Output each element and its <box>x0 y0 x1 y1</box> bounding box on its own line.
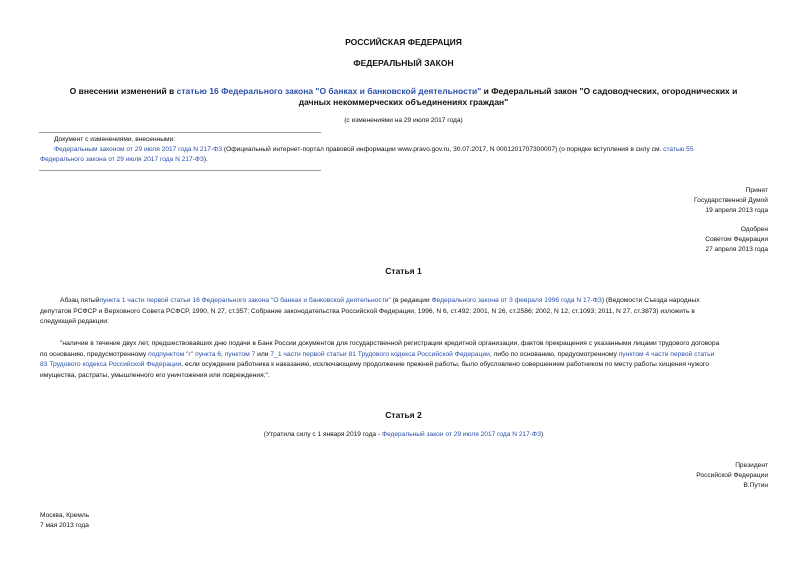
approved-block <box>568 225 768 255</box>
country-heading: РОССИЙСКАЯ ФЕДЕРАЦИЯ <box>345 37 462 47</box>
article-2-text-a: (Утратила силу с 1 января 2019 года - <box>263 431 382 438</box>
title-link-article16[interactable]: статью 16 Федерального закона "О банках и банковской деятельности" <box>176 86 482 96</box>
signature-block <box>568 461 768 491</box>
quote-link-subpoint-g[interactable]: подпунктом "г" пункта 6 <box>148 350 222 358</box>
signature-line-1: Президент <box>735 462 768 469</box>
signature-line-2: Российской Федерации <box>696 472 768 479</box>
adopted-line-3: 19 апреля 2013 года <box>705 207 768 214</box>
article-1-q-b: , <box>221 350 225 358</box>
approved-line-1: Одобрен <box>740 226 768 233</box>
article-1-quote <box>40 339 770 381</box>
revision-note: (с изменениями на 29 июля 2017 года) <box>344 117 463 124</box>
article-1-q-d: , либо по основанию, предусмотренному <box>489 350 619 358</box>
article-1-quote-line-2 <box>40 350 770 361</box>
article-1-p1-b: (в редакции <box>390 297 432 304</box>
date-line: 7 мая 2013 года <box>40 522 89 529</box>
article-1-paragraph-1 <box>40 296 770 328</box>
changes-heading: Документ с изменениями, внесенными: <box>54 136 176 143</box>
title-prefix: О внесении изменений в <box>69 86 177 96</box>
article-2-link-217fz[interactable]: Федеральный закон от 29 июля 2017 года N 217-ФЗ <box>381 431 542 438</box>
article-1-quote-line-3 <box>40 360 770 371</box>
article-1-heading: Статья 1 <box>385 266 422 276</box>
article-1-link-article16[interactable]: пункта 1 части первой статьи 16 Федерального закона "О банках и банковской деятельности" <box>99 297 391 304</box>
article-2-heading: Статья 2 <box>385 410 422 420</box>
article-1-p1-line-3: следующей редакции: <box>40 318 109 325</box>
article-2-text <box>0 430 807 440</box>
changes-link-217fz-2[interactable]: Федерального закона от 29 июля 2017 года N 217-ФЗ <box>40 156 204 163</box>
place-date-block <box>40 511 240 531</box>
changes-link-article55[interactable]: статью 55 <box>663 146 694 153</box>
changes-line-1 <box>54 145 774 155</box>
article-1-q-e: , если осуждение работника к наказанию, исключающему продолжение прежней работы, было обусловлено совершением работником по месту работы хищения чужого <box>181 361 709 368</box>
title-line-1 <box>0 86 807 97</box>
approved-line-3: 27 апреля 2013 года <box>705 246 768 253</box>
adopted-line-1: Принят <box>745 187 768 194</box>
article-1-p1-line-2: депутатов РСФСР и Верховного Совета РСФСР, 1990, N 27, ст.357; Собрание законодательства Российской Федерации, 1996, N 6, ст.492; 2001, N 26, ст.2586; 2002, N 12, ст.1093; 2011, N 27, ст.3873) изложить в <box>40 307 695 315</box>
title-line-2: дачных некоммерческих объединениях граждан" <box>298 97 509 107</box>
article-1-p1-a: Абзац пятый <box>60 297 100 304</box>
changes-bottom-rule <box>39 170 321 171</box>
changes-text-2: ). <box>203 156 208 163</box>
changes-top-rule <box>39 132 321 133</box>
signature-line-3: В.Путин <box>743 482 768 489</box>
adopted-block <box>568 186 768 216</box>
article-2-text-b: ) <box>541 431 544 438</box>
quote-link-article83[interactable]: 83 Трудового кодекса Российской Федерации <box>40 361 182 368</box>
title-middle: и Федеральный закон "О садоводческих, огороднических и <box>481 86 738 96</box>
article-1-quote-line-1: "наличие в течение двух лет, предшествовавших дню подачи в Банк России документов для государственной регистрации кредитной организации, фактов прекращения с указанными лицами трудового договора <box>60 340 720 347</box>
quote-link-point-4[interactable]: пунктом 4 части первой статьи <box>618 350 715 358</box>
article-1-q-a: по основанию, предусмотренному <box>40 350 149 358</box>
document-title <box>0 86 807 108</box>
changes-line-2 <box>40 155 770 165</box>
article-1-p1-c: ) (Ведомости Съезда народных <box>601 297 700 304</box>
law-type-heading: ФЕДЕРАЛЬНЫЙ ЗАКОН <box>353 58 454 68</box>
article-1-quote-line-4: имущества, растраты, умышленного его уничтожения или повреждения;". <box>40 371 270 379</box>
approved-line-2: Советом Федерации <box>705 236 768 243</box>
article-1-p1-line-1 <box>40 296 770 307</box>
article-1-link-17fz[interactable]: Федерального закона от 3 февраля 1996 года N 17-ФЗ <box>431 297 602 304</box>
quote-link-point-7[interactable]: пунктом 7 <box>224 350 256 358</box>
changes-text-1: (Официальный интернет-портал правовой информации www.pravo.gov.ru, 30.07.2017, N 0001201707300007) (о порядке вступления в силу см. <box>222 146 664 153</box>
quote-link-article81[interactable]: 7_1 части первой статьи 81 Трудового кодекса Российской Федерации <box>270 350 490 358</box>
adopted-line-2: Государственной Думой <box>694 197 768 204</box>
place-line: Москва, Кремль <box>40 512 90 519</box>
article-1-q-c: или <box>255 350 271 358</box>
changes-link-217fz[interactable]: Федеральным законом от 29 июля 2017 года N 217-ФЗ <box>54 146 223 153</box>
